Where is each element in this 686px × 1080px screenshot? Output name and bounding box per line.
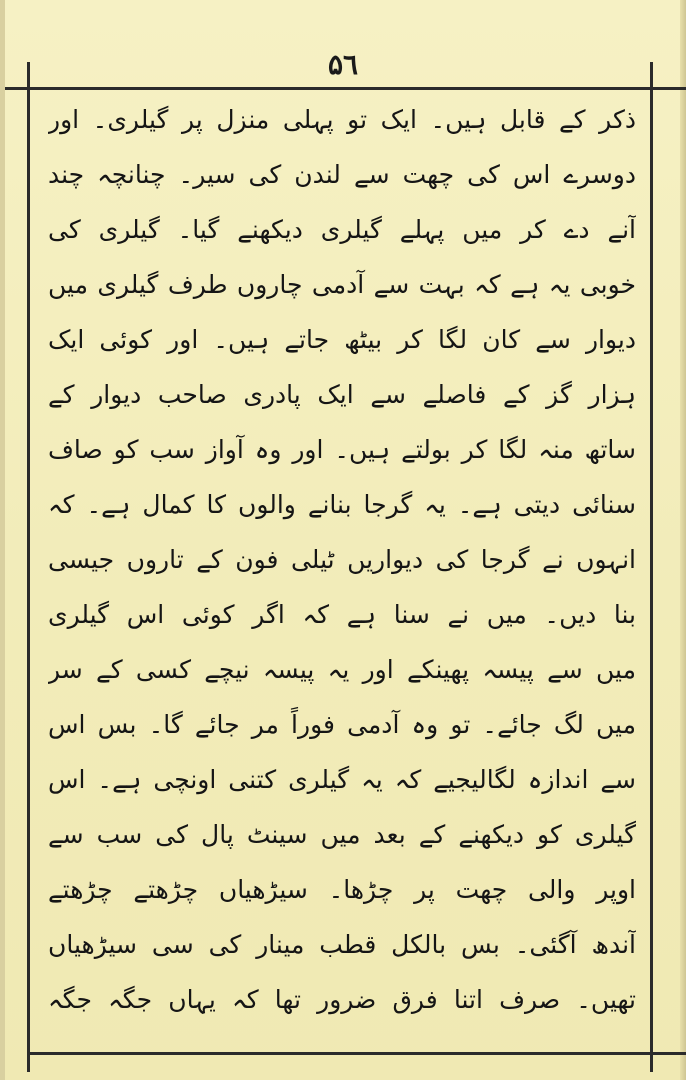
left-border-rule: [27, 62, 30, 1072]
text-line-8: سنائی دیتی ہے۔ یہ گرجا بنانے والوں کا کمال ہے۔ کہ: [48, 490, 636, 519]
top-border-rule: [5, 87, 686, 90]
text-line-1: ذکر کے قابل ہیں۔ ایک تو پہلی منزل پر گیلری۔ اور: [48, 105, 636, 134]
text-line-6: ہزار گز کے فاصلے سے ایک پادری صاحب دیوار کے: [48, 380, 636, 409]
text-line-17: تھیں۔ صرف اتنا فرق ضرور تھا کہ یہاں جگہ جگہ: [48, 985, 636, 1014]
text-line-16: آندھ آگئی۔ بس بالکل قطب مینار کی سی سیڑھیاں: [48, 930, 636, 959]
text-line-4: خوبی یہ ہے کہ بہت سے آدمی چاروں طرف گیلری میں: [48, 270, 636, 299]
text-line-15: اوپر والی چھت پر چڑھا۔ سیڑھیاں چڑھتے چڑھتے: [48, 875, 636, 904]
text-line-10: بنا دیں۔ میں نے سنا ہے کہ اگر کوئی اس گیلری: [48, 600, 636, 629]
text-line-9: انہوں نے گرجا کی دیواریں ٹیلی فون کے تاروں جیسی: [48, 545, 636, 574]
page-left-edge: [0, 0, 5, 1080]
text-line-5: دیوار سے کان لگا کر بیٹھ جاتے ہیں۔ اور کوئی ایک: [48, 325, 636, 354]
text-line-11: میں سے پیسہ پھینکے اور یہ پیسہ نیچے کسی کے سر: [48, 655, 636, 684]
right-border-rule: [650, 62, 653, 1072]
page-right-edge: [680, 0, 686, 1080]
body-text: [48, 100, 636, 1040]
text-line-3: آنے دے کر میں پہلے گیلری دیکھنے گیا۔ گیلری کی: [48, 215, 636, 244]
text-line-12: میں لگ جائے۔ تو وہ آدمی فوراً مر جائے گا۔ بس اس: [48, 710, 636, 739]
text-line-2: دوسرے اس کی چھت سے لندن کی سیر۔ چنانچہ چند: [48, 160, 636, 189]
text-line-13: سے اندازہ لگالیجیے کہ یہ گیلری کتنی اونچی ہے۔ اس: [48, 765, 636, 794]
bottom-border-rule: [30, 1052, 686, 1055]
page-number: ۵٦: [327, 48, 359, 81]
text-line-14: گیلری کو دیکھنے کے بعد میں سینٹ پال کی سب سے: [48, 820, 636, 849]
text-line-7: ساتھ منہ لگا کر بولتے ہیں۔ اور وہ آواز سب کو صاف: [48, 435, 636, 464]
